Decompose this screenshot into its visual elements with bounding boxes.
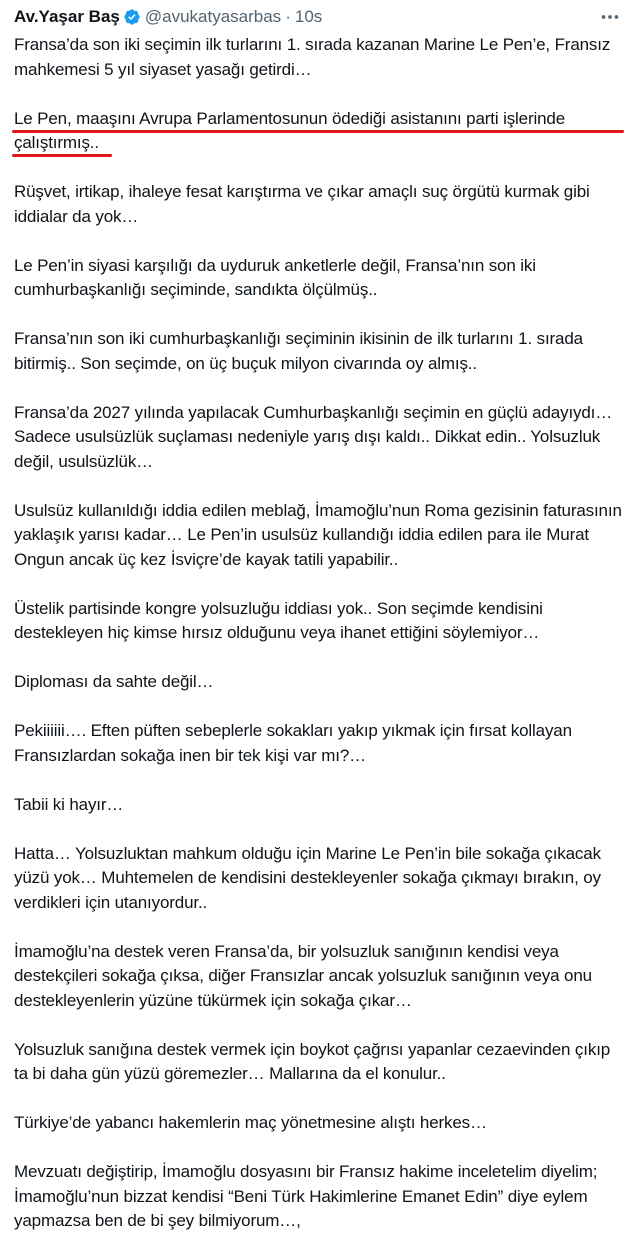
paragraph: Le Pen’in siyasi karşılığı da uyduruk anketlerle değil, Fransa’nın son iki cumhurbaşkanlığı seçiminde, sandıkta ölçülmüş.. [14, 255, 536, 299]
paragraph: Türkiye’de yabancı hakemlerin maç yönetmesine alıştı herkes… [14, 1113, 487, 1132]
red-underline-1 [12, 130, 624, 133]
paragraph: Rüşvet, irtikap, ihaleye fesat karıştırma ve çıkar amaçlı suç örgütü kurmak gibi iddialar da yok… [14, 182, 590, 226]
paragraph: Pekiiiiii…. Eften püften sebeplerle sokakları yakıp yıkmak için fırsat kollayan Fransızlardan sokağa inen bir tek kişi var mı?… [14, 721, 572, 765]
more-options-icon[interactable] [599, 6, 621, 28]
paragraph: Diploması da sahte değil… [14, 672, 214, 691]
red-underline-2 [12, 154, 112, 157]
paragraph: Usulsüz kullanıldığı iddia edilen meblağ, İmamoğlu’nun Roma gezisinin faturasının yaklaşık yarısı kadar… Le Pen’in usulsüz kullandığı iddia edilen para ile Murat Ongun ancak üç kez İsviçre’de kayak tatili yapabilir.. [14, 500, 622, 569]
paragraph: Üstelik partisinde kongre yolsuzluğu iddiası yok.. Son seçimde kendisini destekleyen hiç kimse hırsız olduğunu veya ihanet ettiğini söylemiyor… [14, 598, 543, 642]
author-handle[interactable]: @avukatyasarbas [144, 7, 282, 26]
paragraph-underlined [14, 107, 626, 156]
paragraph: Yolsuzluk sanığına destek vermek için boykot çağrısı yapanlar cezaevinden çıkıp ta bi daha gün yüzü göremezler… Mallarına da el konulur.. [14, 1039, 611, 1083]
underlined-text: Le Pen, maaşını Avrupa Parlamentosunun ödediği asistanını parti işlerinde çalıştırmış.. [14, 108, 566, 152]
paragraph: Mevzuatı değiştirip, İmamoğlu dosyasını bir Fransız hakime inceletelim diyelim; İmamoğlu’nun bizzat kendisi “Beni Türk Hakimlerine Emanet Edin” diye eylem yapmazsa ben de bi şey bilmiyorum…, [14, 1162, 598, 1230]
paragraph: Fransa’nın son iki cumhurbaşkanlığı seçiminin ikisinin de ilk turlarını 1. sırada bitirmiş.. Son seçimde, on üç buçuk milyon civarında oy almış.. [14, 329, 583, 373]
paragraph: Fransa’da son iki seçimin ilk turlarını 1. sırada kazanan Marine Le Pen’e, Fransız mahkemesi 5 yıl siyaset yasağı getirdi… [14, 35, 611, 79]
paragraph: Hatta… Yolsuzluktan mahkum olduğu için Marine Le Pen’in bile sokağa çıkacak yüzü yok… Muhtemelen de kendisini destekleyenler sokağa çıkmayı bırakın, oy verdikleri için utanıyordur.. [14, 843, 601, 912]
verified-badge-icon [123, 8, 141, 26]
paragraph: Tabii ki hayır… [14, 794, 124, 814]
tweet-time[interactable]: 10s [294, 7, 323, 26]
paragraph: İmamoğlu’na destek veren Fransa’da, bir yolsuzluk sanığının kendisi veya destekçileri sokağa çıksa, diğer Fransızlar ancak yolsuzluk sanığının veya onu destekleyenlerin yüzüne tükürmek için sokağa çıkar… [14, 941, 592, 1010]
tweet-header [14, 4, 621, 30]
tweet-text [14, 33, 626, 1258]
author-name[interactable]: Av.Yaşar Baş [14, 7, 120, 26]
separator-dot: · [285, 7, 291, 26]
paragraph: Fransa’da 2027 yılında yapılacak Cumhurbaşkanlığı seçimin en güçlü adayıydı… Sadece usulsüzlük suçlaması nedeniyle yarış dışı kaldı.. Dikkat edin.. Yolsuzluk değil, usulsüzlük… [14, 402, 613, 471]
